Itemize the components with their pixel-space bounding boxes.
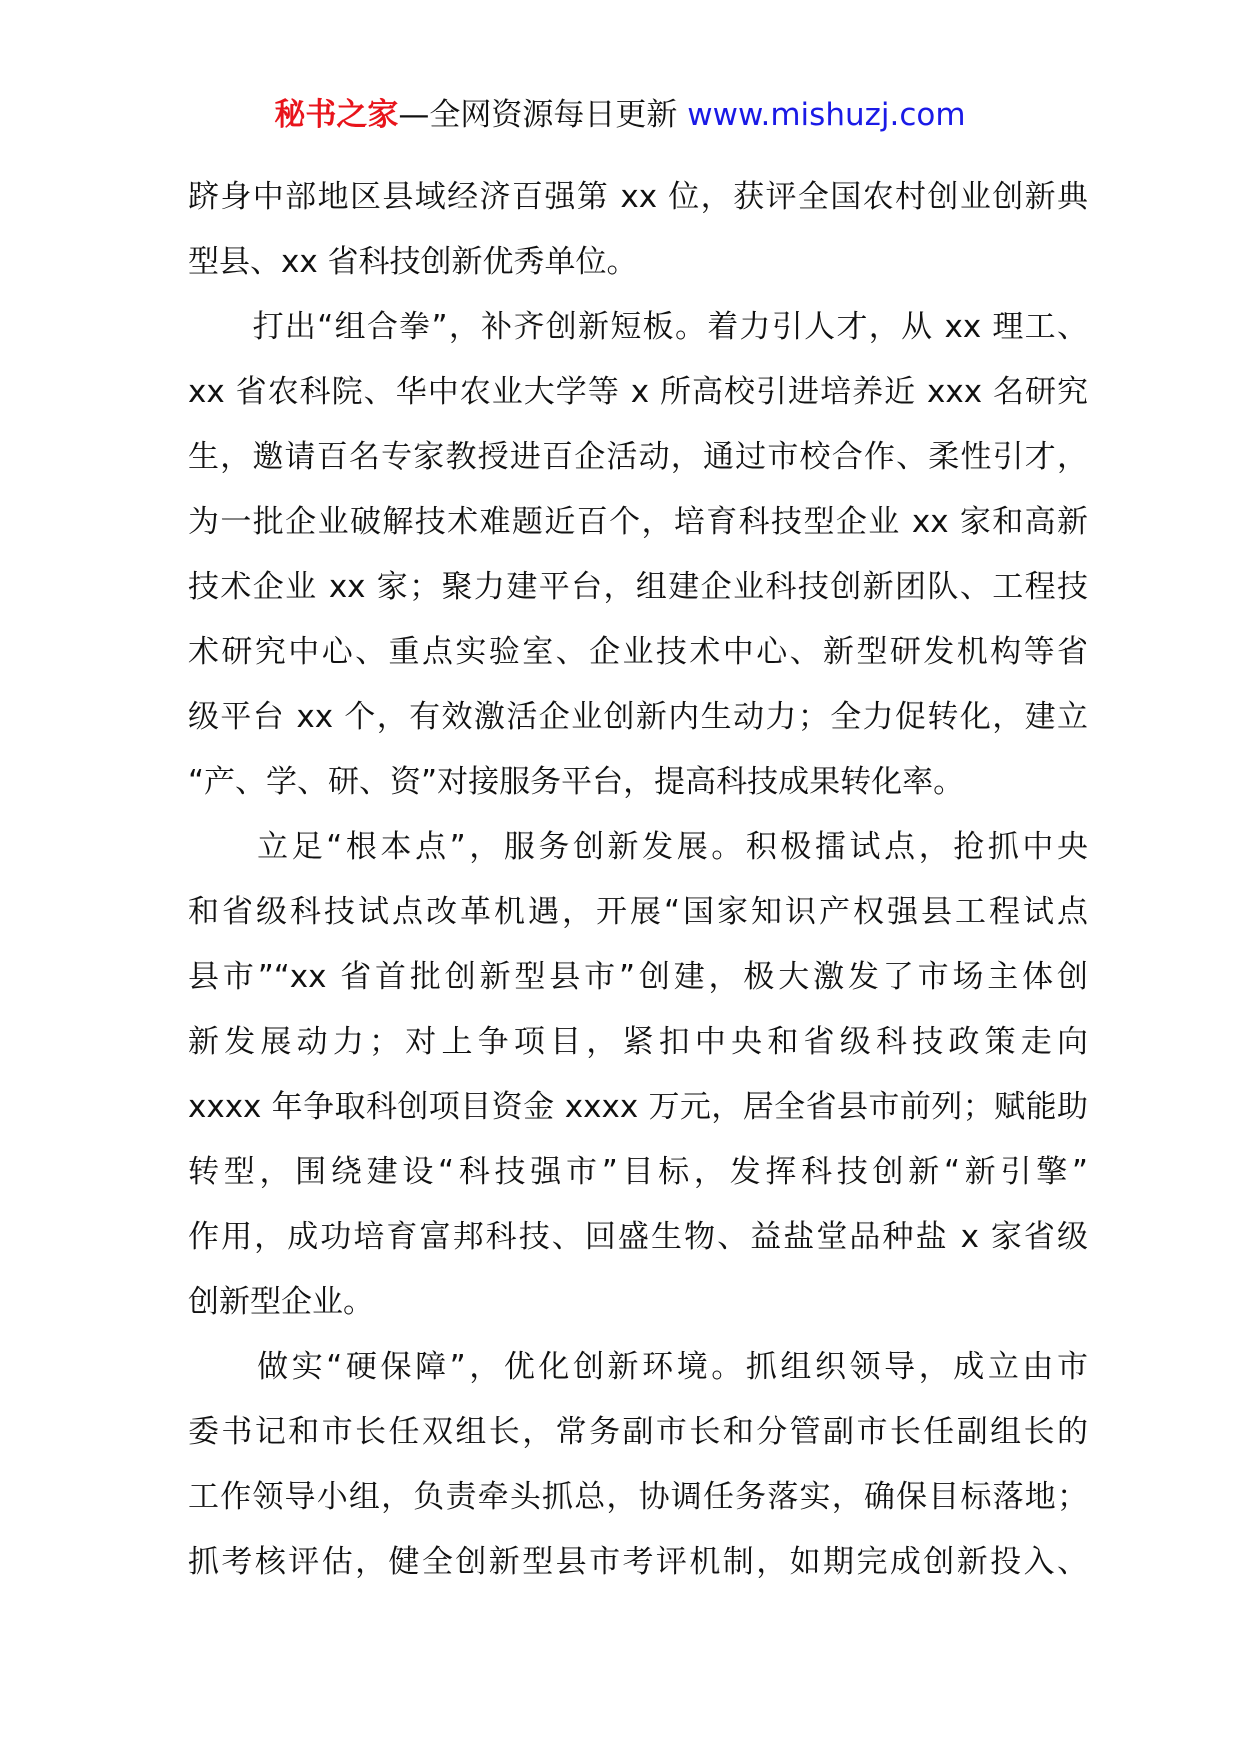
text-line: 为一批企业破解技术难题近百个，培育科技型企业 xx 家和高新 xyxy=(188,504,1088,540)
text-line: xxxx 年争取科创项目资金 xxxx 万元，居全省县市前列；赋能助 xyxy=(188,1089,1088,1125)
text-line: 做实“硬保障”，优化创新环境。抓组织领导，成立由市 xyxy=(188,1349,1088,1385)
text-line: xx 省农科院、华中农业大学等 x 所高校引进培养近 xxx 名研究 xyxy=(188,374,1088,410)
text-line: 立足“根本点”，服务创新发展。积极擂试点，抢抓中央 xyxy=(188,829,1088,865)
text-line: 生，邀请百名专家教授进百企活动，通过市校合作、柔性引才， xyxy=(188,439,1088,475)
text-line: 委书记和市长任双组长，常务副市长和分管副市长任副组长的 xyxy=(188,1414,1088,1450)
text-line: 级平台 xx 个，有效激活企业创新内生动力；全力促转化，建立 xyxy=(188,699,1088,735)
text-line: 县市”“xx 省首批创新型县市”创建，极大激发了市场主体创 xyxy=(188,959,1088,995)
document-body xyxy=(188,165,1088,1595)
text-line: “产、学、研、资”对接服务平台，提高科技成果转化率。 xyxy=(188,764,965,800)
text-line: 作用，成功培育富邦科技、回盛生物、益盐堂品种盐 x 家省级 xyxy=(188,1219,1088,1255)
site-tagline: —全网资源每日更新 xyxy=(398,97,688,133)
text-line: 术研究中心、重点实验室、企业技术中心、新型研发机构等省 xyxy=(188,634,1088,670)
text-line: 创新型企业。 xyxy=(188,1284,374,1320)
site-url-link[interactable]: www.mishuzj.com xyxy=(687,97,966,133)
text-line: 转型，围绕建设“科技强市”目标，发挥科技创新“新引擎” xyxy=(188,1154,1088,1190)
text-line: 抓考核评估，健全创新型县市考评机制，如期完成创新投入、 xyxy=(188,1544,1088,1580)
site-header xyxy=(0,95,1240,135)
text-line: 工作领导小组，负责牵头抓总，协调任务落实，确保目标落地； xyxy=(188,1479,1088,1515)
text-line: 型县、xx 省科技创新优秀单位。 xyxy=(188,244,638,280)
text-line: 技术企业 xx 家；聚力建平台，组建企业科技创新团队、工程技 xyxy=(188,569,1088,605)
text-line: 跻身中部地区县域经济百强第 xx 位，获评全国农村创业创新典 xyxy=(188,179,1088,215)
text-line: 打出“组合拳”，补齐创新短板。着力引人才，从 xx 理工、 xyxy=(188,309,1088,345)
text-line: 新发展动力；对上争项目，紧扣中央和省级科技政策走向 xyxy=(188,1024,1088,1060)
site-brand: 秘书之家 xyxy=(274,97,399,133)
text-line: 和省级科技试点改革机遇，开展“国家知识产权强县工程试点 xyxy=(188,894,1088,930)
